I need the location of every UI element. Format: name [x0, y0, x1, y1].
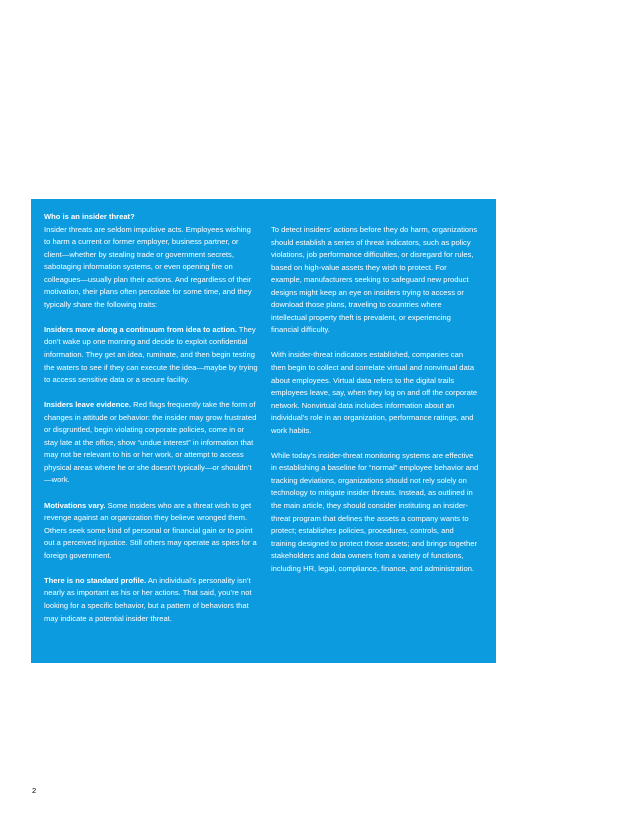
body-paragraph: With insider-threat indicators established, companies can then begin to collect and correlate virtual and nonvirtual data about employees. Virtual data refers to the digital trails employees leave, say, when they log on and off the corporate network. Nonvirtual data includes information about an individual’s role in an organization, performance ratings, and work habits.	[271, 350, 478, 435]
trait-paragraph	[44, 324, 258, 387]
body-paragraph: To detect insiders’ actions before they do harm, organizations should establish a series of threat indicators, such as policy violations, job performance difficulties, or disregard for rules, based on high-value assets they wish to protect. For example, manufacturers seeking to safeguard new product designs might keep an eye on insiders trying to access or download those plans, traveling to countries where intellectual property theft is prevalent, or experiencing financial difficulty.	[271, 225, 478, 335]
trait-text: An individual’s personality isn’t nearly as important as his or her actions. That said, you’re not looking for a specific behavior, but a pattern of behaviors that may indicate a potential insider threat.	[44, 575, 252, 623]
page-number: 2	[32, 786, 37, 795]
body-paragraph: While today’s insider-threat monitoring systems are effective in establishing a baseline for “normal” employee behavior and tracking deviations, organizations should not rely solely on technology to mitigate insider threats. Instead, as outlined in the main article, they should consider instituting an insider-threat program that defines the assets a company wants to protect; establishes policies, procedures, controls, and training designed to protect those assets; and brings together stakeholders and data owners from a variety of functions, including HR, legal, compliance, finance, and administration.	[271, 450, 479, 573]
panel-heading: Who is an insider threat?	[44, 212, 135, 221]
trait-paragraph	[44, 575, 258, 625]
sidebar-panel	[31, 199, 496, 663]
trait-paragraph	[44, 500, 258, 563]
right-column	[271, 224, 479, 588]
trait-paragraph	[44, 399, 258, 487]
trait-lead: Insiders move along a continuum from idea to action.	[44, 324, 237, 334]
intro-paragraph: Insider threats are seldom impulsive acts. Employees wishing to harm a current or former employer, business partner, or client—whether by stealing trade or government secrets, sabotaging information systems, or even opening fire on colleagues—usually plan their actions. And regardless of their motivation, their plans often percolate for some time, and they typically share the following traits:	[44, 224, 252, 309]
trait-lead: There is no standard profile.	[44, 575, 147, 585]
left-column	[44, 211, 258, 638]
trait-text: Some insiders who are a threat wish to get revenge against an organization they believe wronged them. Others seek some kind of personal or financial gain or to point out a perceived injustice. Still others may operate as spies for a foreign government.	[44, 500, 257, 560]
trait-lead: Motivations vary.	[44, 500, 106, 510]
trait-lead: Insiders leave evidence.	[44, 400, 131, 410]
trait-text: They don’t wake up one morning and decide to exploit confidential information. They get an idea, ruminate, and then begin testing the waters to see if they can execute the idea—maybe by trying to access sensitive data or a secure facility.	[44, 324, 258, 385]
trait-text: Red flags frequently take the form of changes in attitude or behavior: the insider may grow frustrated or disgruntled, begin violating corporate policies, come in or stay late at the office, show “undue interest” in information that may not be relevant to his or her work, or attempt to access physical areas where he or she doesn’t typically—or shouldn’t—work.	[44, 400, 257, 485]
